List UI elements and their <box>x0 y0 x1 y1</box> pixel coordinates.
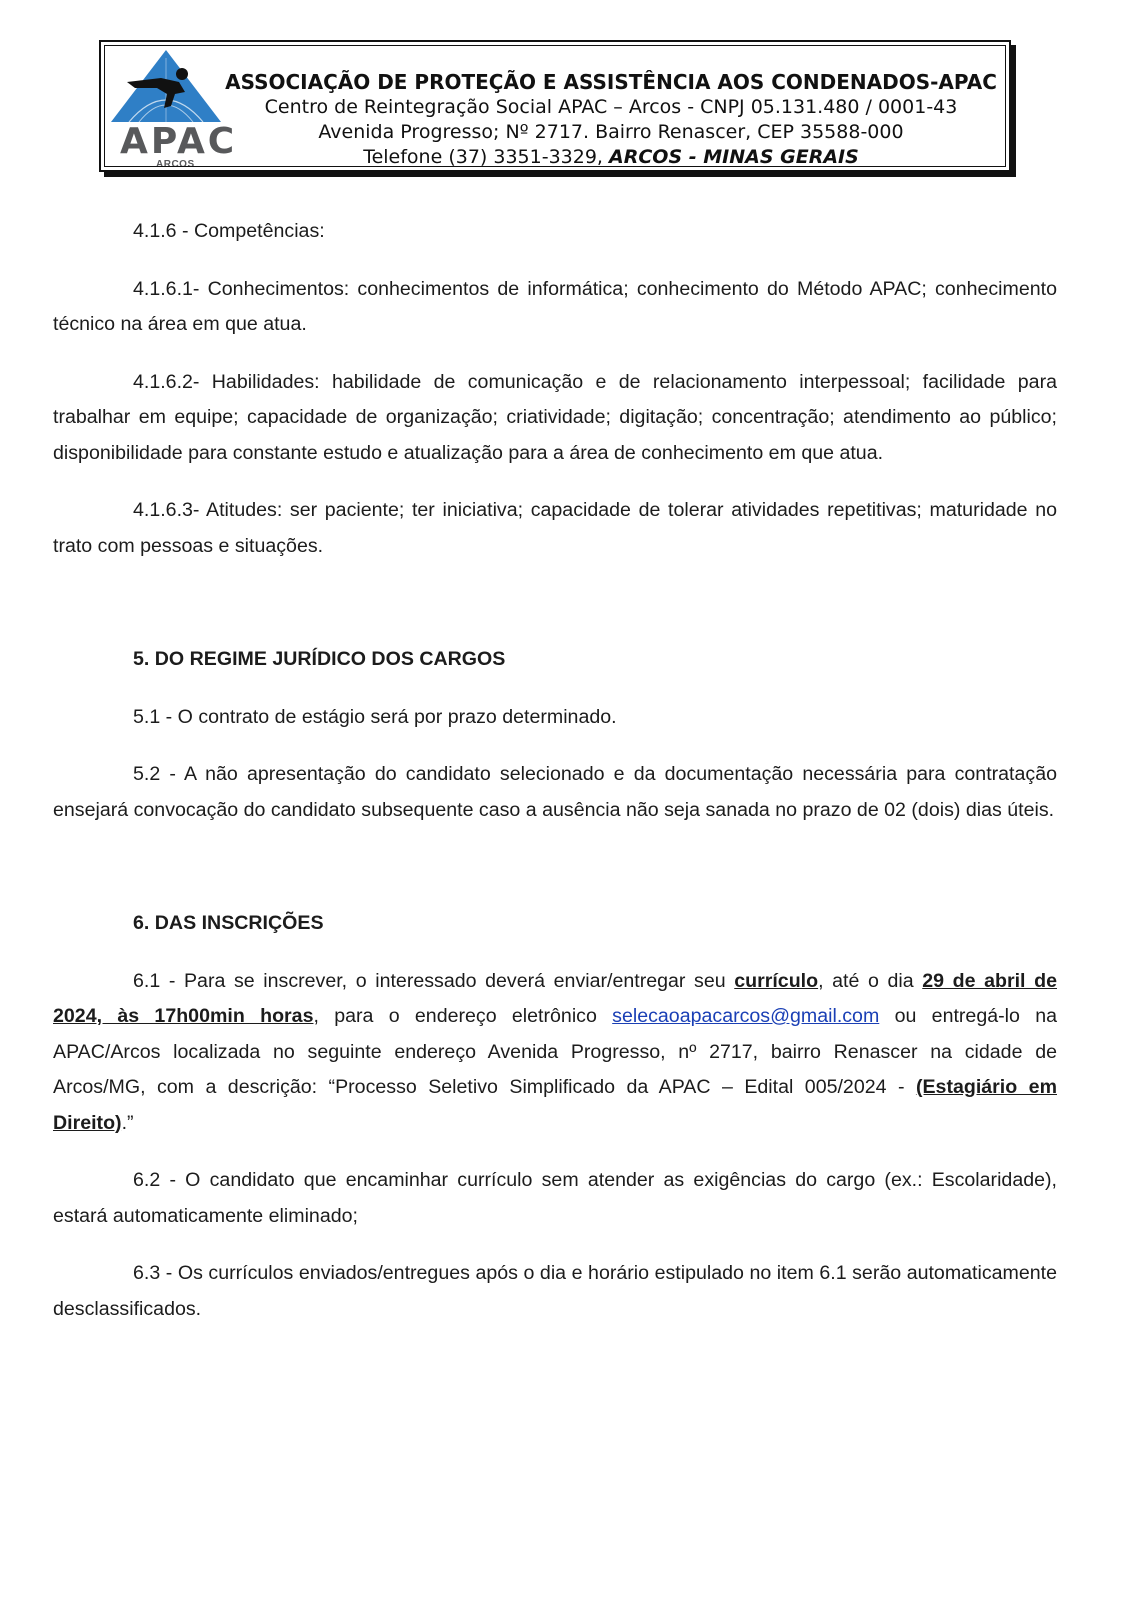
item-6-1-text-c: , para o endereço eletrônico <box>313 1005 613 1027</box>
item-6-1-text-e: .” <box>121 1111 134 1134</box>
role-emphasis: (Estagiário em Direito) <box>53 1076 1057 1134</box>
curriculo-emphasis: currículo <box>734 969 819 992</box>
apac-logo-icon <box>109 48 223 128</box>
org-city: ARCOS - MINAS GERAIS <box>609 146 859 168</box>
document-body <box>53 214 1057 1327</box>
item-5-2: 5.2 - A não apresentação do candidato selecionado e da documentação necessária para contratação ensejará convocação do candidato subsequente caso a ausência não seja sanada no prazo de 02 (dois) dias úteis. <box>53 763 1057 821</box>
logo-wordmark: APAC <box>120 121 238 162</box>
item-6-2: 6.2 - O candidato que encaminhar currículo sem atender as exigências do cargo (ex.: Escolaridade), estará automaticamente eliminado; <box>53 1169 1057 1227</box>
letterhead-text <box>219 70 1003 170</box>
item-6-1-text-a: 6.1 - Para se inscrever, o interessado deverá enviar/entregar seu <box>133 969 735 992</box>
item-6-3: 6.3 - Os currículos enviados/entregues após o dia e horário estipulado no item 6.1 serão automaticamente desclassificados. <box>53 1262 1057 1320</box>
email-link[interactable]: selecaoapacarcos@gmail.com <box>612 1005 880 1027</box>
letterhead <box>99 40 1011 172</box>
section-6-heading: 6. DAS INSCRIÇÕES <box>133 912 324 934</box>
item-4-1-6: 4.1.6 - Competências: <box>133 220 325 242</box>
item-4-1-6-2: 4.1.6.2- Habilidades: habilidade de comunicação e de relacionamento interpessoal; facilidade para trabalhar em equipe; capacidade de organização; criatividade; digitação; concentração; atendimento ao público; disponibilidade para constante estudo e atualização para a área de conhecimento em que atua. <box>53 370 1057 464</box>
logo-subtitle: ARCOS <box>156 159 195 170</box>
apac-logo <box>109 48 238 170</box>
org-cnpj-line: Centro de Reintegração Social APAC – Arcos - CNPJ 05.131.480 / 0001-43 <box>264 96 958 118</box>
item-6-1-text-d: ou entregá-lo na APAC/Arcos localizada no seguinte endereço Avenida Progresso, nº 2717, bairro Renascer na cidade de Arcos/MG, com a descrição: “Processo Seletivo Simplificado da APAC – Edital 005/2024 - <box>53 1005 1057 1098</box>
org-address-line: Avenida Progresso; Nº 2717. Bairro Renascer, CEP 35588-000 <box>318 121 904 143</box>
section-5-heading: 5. DO REGIME JURÍDICO DOS CARGOS <box>133 648 506 670</box>
org-name: ASSOCIAÇÃO DE PROTEÇÃO E ASSISTÊNCIA AOS CONDENADOS-APAC <box>225 70 997 94</box>
item-4-1-6-3: 4.1.6.3- Atitudes: ser paciente; ter iniciativa; capacidade de tolerar atividades repetitivas; maturidade no trato com pessoas e situações. <box>53 499 1057 557</box>
item-4-1-6-1: 4.1.6.1- Conhecimentos: conhecimentos de informática; conhecimento do Método APAC; conhecimento técnico na área em que atua. <box>53 277 1057 335</box>
org-phone-line <box>219 145 1003 170</box>
org-phone: Telefone (37) 3351-3329, <box>363 146 610 168</box>
item-6-1 <box>53 964 1057 1142</box>
deadline-emphasis: 29 de abril de 2024, às 17h00min horas <box>53 969 1057 1027</box>
item-6-1-text-b: , até o dia <box>818 969 923 992</box>
item-5-1: 5.1 - O contrato de estágio será por prazo determinado. <box>133 705 617 728</box>
